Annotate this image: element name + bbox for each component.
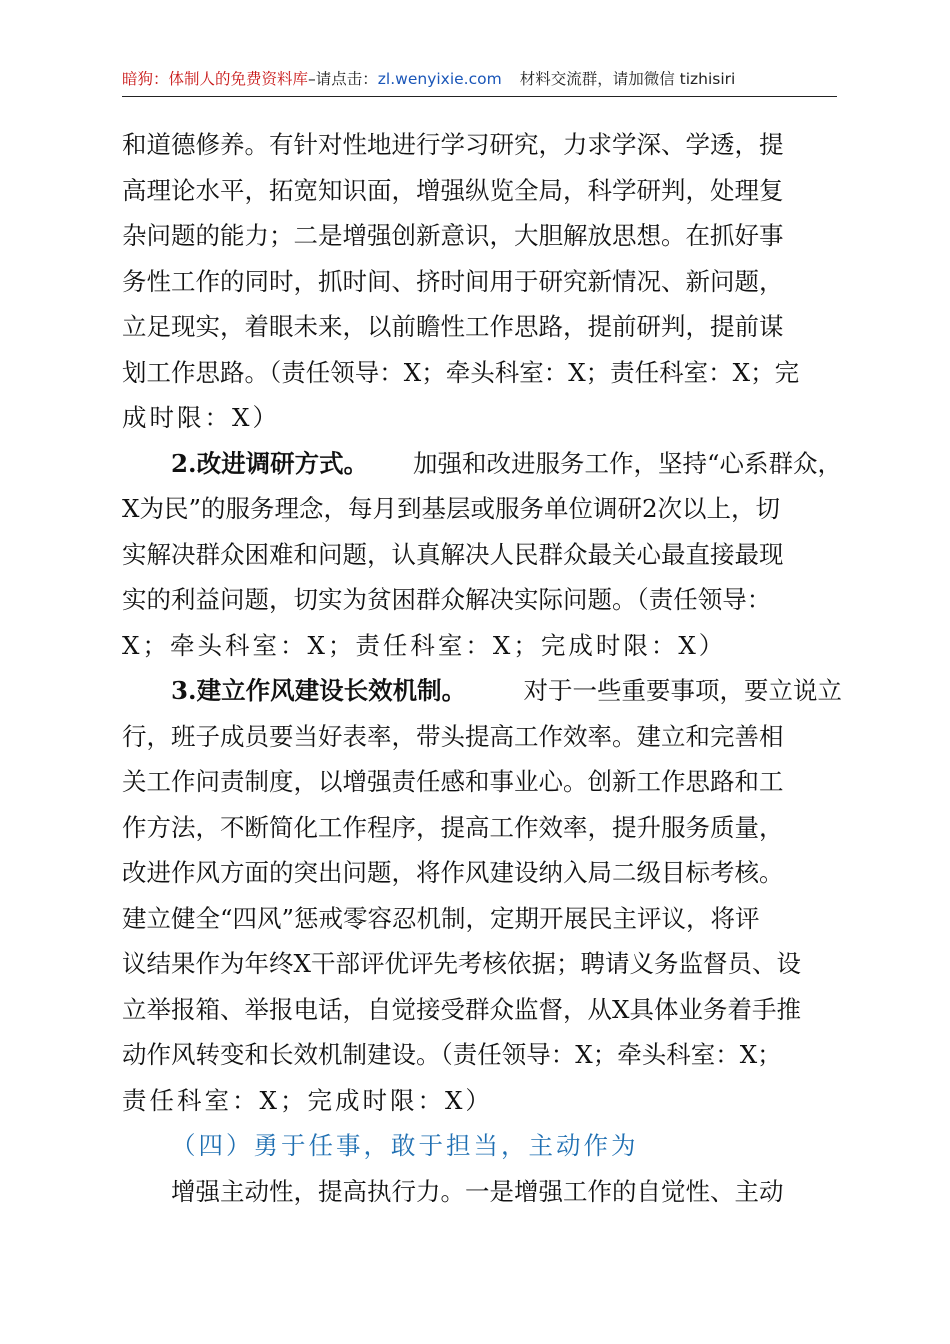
header-title: 暗狗：体制人的免费资料库 xyxy=(122,70,309,88)
text-line: 成时限：X） xyxy=(122,403,280,432)
header-click-prompt: –请点击： xyxy=(308,70,378,88)
header-link[interactable]: zl.wenyixie.com xyxy=(377,70,502,88)
text-line: 建立健全“四风”惩戒零容忍机制，定期开展民主评议，将评 xyxy=(122,903,760,933)
text-line: 责任科室：X；完成时限：X） xyxy=(122,1085,493,1115)
text-line: 动作风转变和长效机制建设。（责任领导：X；牵头科室：X； xyxy=(122,1040,782,1069)
header-group-text: 材料交流群，请加微信 tizhisiri xyxy=(519,70,736,88)
item-heading: 3.建立作风建设长效机制。 xyxy=(171,676,467,705)
text-line: 立举报箱、举报电话，自觉接受群众监督，从X具体业务着手推 xyxy=(122,994,801,1024)
text-line: 改进作风方面的突出问题，将作风建设纳入局二级目标考核。 xyxy=(122,858,784,887)
text-line: 增强主动性，提高执行力。一是增强工作的自觉性、主动 xyxy=(171,1176,784,1206)
document-body xyxy=(122,122,842,1214)
item-text: 加强和改进服务工作，坚持“心系群众， xyxy=(412,448,842,478)
text-line: 和道德修养。有针对性地进行学习研究，力求学深、学透，提 xyxy=(122,130,784,159)
text-line: 立足现实，着眼未来，以前瞻性工作思路，提前研判，提前谋 xyxy=(122,312,784,341)
text-line: 关工作问责制度，以增强责任感和事业心。创新工作思路和工 xyxy=(122,767,784,796)
text-line: 杂问题的能力；二是增强创新意识，大胆解放思想。在抓好事 xyxy=(122,221,784,250)
section-subheading: （四）勇于任事，敢于担当，主动作为 xyxy=(171,1131,639,1160)
text-line: 作方法，不断简化工作程序，提高工作效率，提升服务质量， xyxy=(122,812,784,842)
item-heading: 2.改进调研方式。 xyxy=(171,448,369,478)
text-line: 务性工作的同时，抓时间、挤时间用于研究新情况、新问题， xyxy=(122,266,784,296)
text-line: X为民”的服务理念，每月到基层或服务单位调研2次以上，切 xyxy=(122,494,781,523)
text-line: 行，班子成员要当好表率，带头提高工作效率。建立和完善相 xyxy=(122,721,784,751)
text-line xyxy=(122,668,842,714)
item-text: 对于一些重要事项，要立说立 xyxy=(523,676,842,705)
text-line: 实解决群众困难和问题，认真解决人民群众最关心最直接最现 xyxy=(122,539,784,569)
text-line: 划工作思路。（责任领导：X；牵头科室：X；责任科室：X；完 xyxy=(122,357,800,387)
text-line: 高理论水平，拓宽知识面，增强纵览全局，科学研判，处理复 xyxy=(122,175,784,205)
text-line: X；牵头科室：X；责任科室：X；完成时限：X） xyxy=(122,630,727,660)
text-line: 实的利益问题，切实为贫困群众解决实际问题。（责任领导： xyxy=(122,585,772,614)
page-header xyxy=(122,66,837,97)
text-line: 议结果作为年终X干部评优评先考核依据；聘请义务监督员、设 xyxy=(122,949,801,978)
text-line xyxy=(122,441,842,487)
